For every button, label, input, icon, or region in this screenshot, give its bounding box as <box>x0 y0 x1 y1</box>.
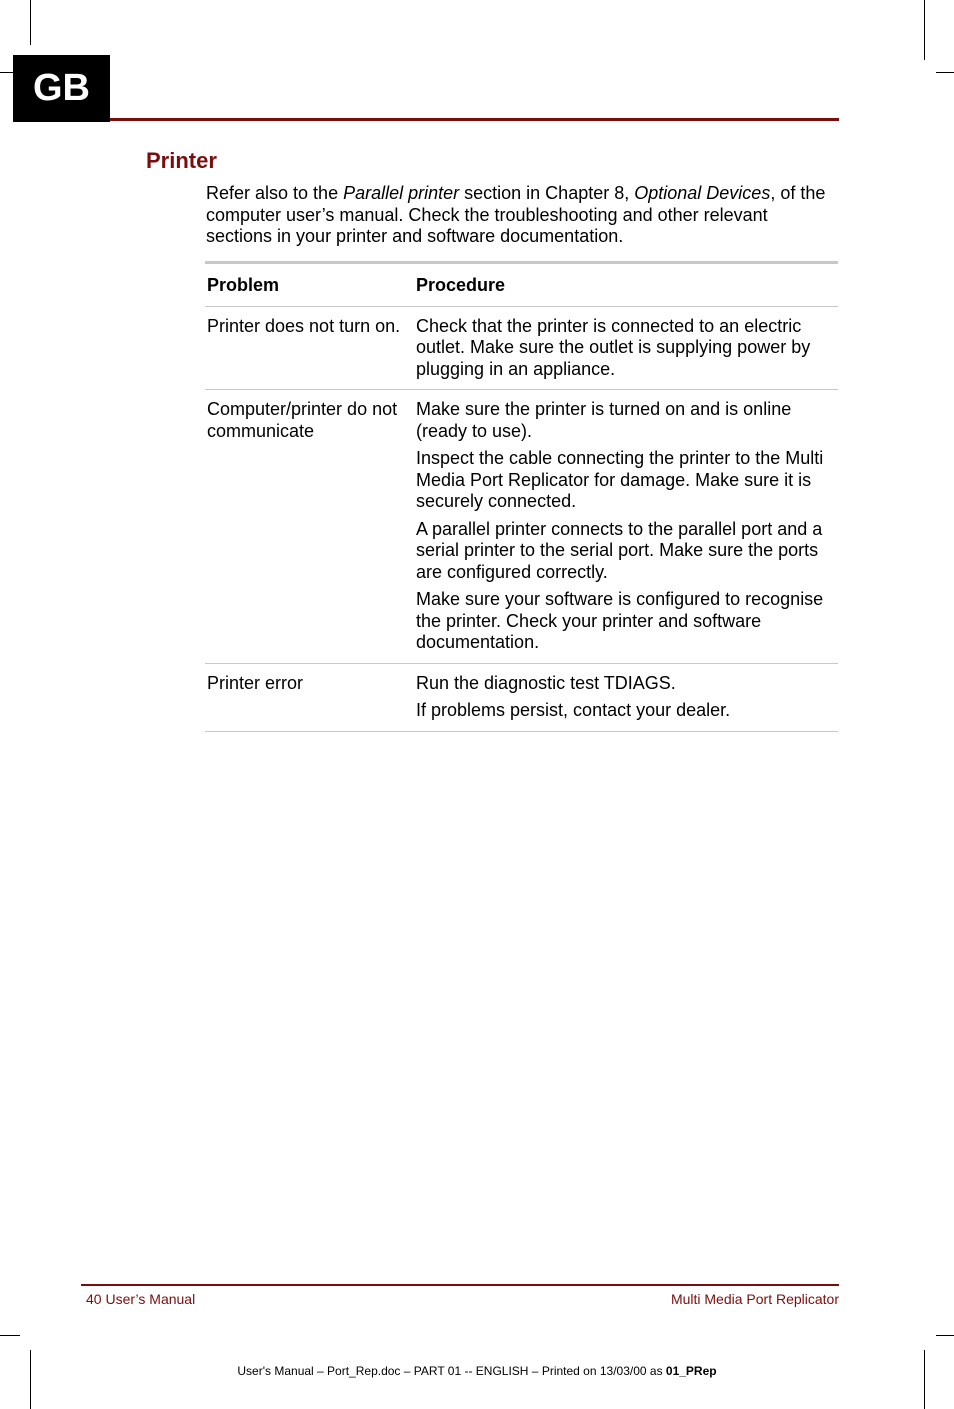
crop-mark <box>30 0 31 45</box>
problem-cell: Printer does not turn on. <box>207 315 401 336</box>
crop-mark <box>924 1350 925 1409</box>
section-title: Printer <box>146 148 217 173</box>
print-info-text: User's Manual – Port_Rep.doc – PART 01 -- ENGLISH – Printed on 13/03/00 as <box>237 1364 666 1378</box>
footer-product-name: Multi Media Port Replicator <box>670 1291 839 1307</box>
table-row <box>205 664 838 731</box>
crop-mark <box>936 72 954 73</box>
intro-text: , of the computer user’s manual. Check the troubleshooting and other relevant sections in your printer and software documentation. <box>206 183 826 246</box>
procedure-cell <box>416 399 838 654</box>
header-rule <box>110 118 839 121</box>
footer-page-label: 40 User’s Manual <box>86 1291 196 1307</box>
crop-mark <box>0 1335 20 1336</box>
print-info <box>0 1364 954 1378</box>
footer-rule <box>81 1284 839 1286</box>
column-header-problem: Problem <box>207 275 280 295</box>
table-row <box>205 307 838 390</box>
table-header-row <box>205 264 838 306</box>
procedure-step: If problems persist, contact your dealer. <box>416 700 731 720</box>
table-row <box>205 390 838 663</box>
procedure-step: Make sure your software is configured to recognise the printer. Check your printer and software documentation. <box>416 589 824 652</box>
procedure-cell <box>416 316 838 381</box>
crop-mark <box>924 0 925 60</box>
intro-reference: Optional Devices <box>634 183 771 203</box>
problem-cell: Computer/printer do not communicate <box>207 399 398 441</box>
intro-text: Refer also to the <box>206 183 344 203</box>
print-info-code: 01_PRep <box>665 1364 717 1378</box>
problem-cell: Printer error <box>207 672 304 693</box>
column-header-procedure: Procedure <box>416 275 506 295</box>
table-bottom-rule <box>205 731 838 732</box>
intro-reference: Parallel printer <box>343 183 460 203</box>
procedure-step: Make sure the printer is turned on and is online (ready to use). <box>416 399 792 441</box>
procedure-step: Run the diagnostic test TDIAGS. <box>416 672 676 693</box>
procedure-step: A parallel printer connects to the parallel port and a serial printer to the serial port. Make sure the ports are configured correctly. <box>416 518 823 582</box>
crop-mark <box>30 1350 31 1409</box>
intro-text: section in Chapter 8, <box>459 183 635 203</box>
intro-paragraph <box>206 183 838 248</box>
procedure-step: Inspect the cable connecting the printer to the Multi Media Port Replicator for damage. Make sure it is securely connected. <box>416 448 824 511</box>
crop-mark <box>936 1335 954 1336</box>
procedure-step: Check that the printer is connected to an electric outlet. Make sure the outlet is supplying power by plugging in an appliance. <box>416 315 811 379</box>
troubleshooting-table <box>205 261 838 732</box>
procedure-cell <box>416 673 838 722</box>
language-tab: GB <box>13 55 110 122</box>
